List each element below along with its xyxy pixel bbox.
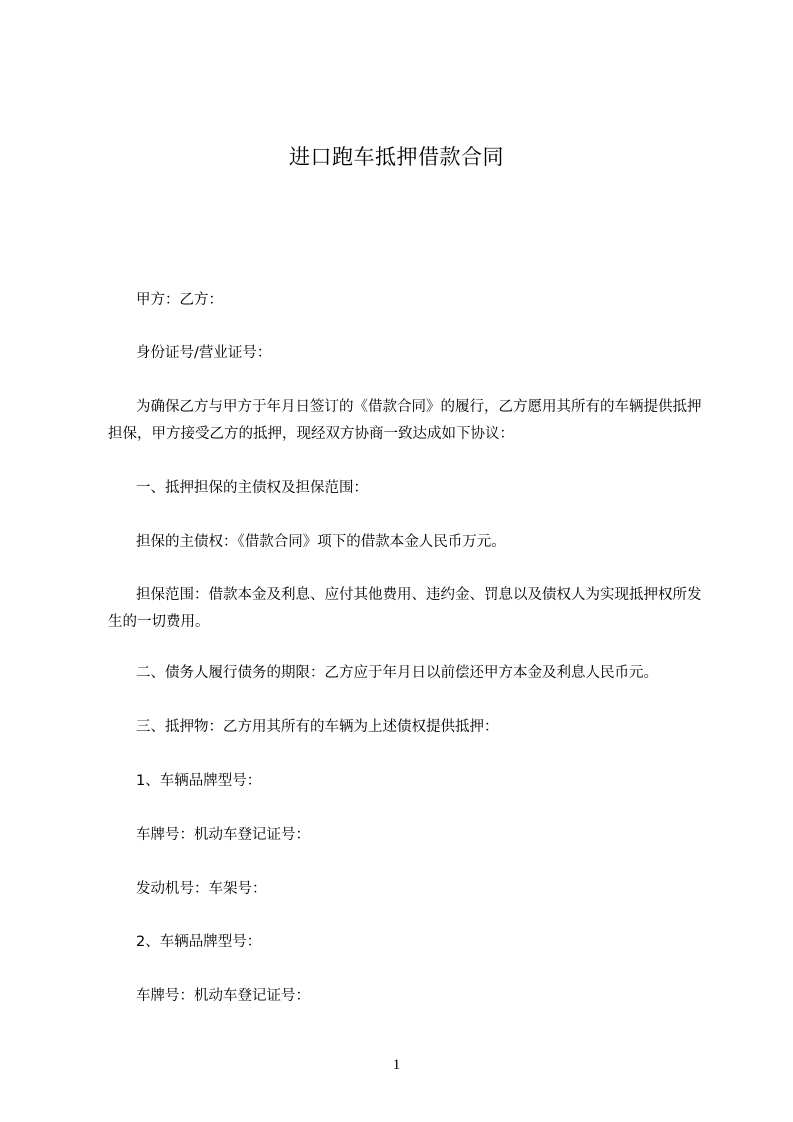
guarantee-scope-paragraph: 担保范围：借款本金及利息、应付其他费用、违约金、罚息以及债权人为实现抵押权所发生的一切费用。 <box>108 587 702 630</box>
section-2-paragraph: 二、债务人履行债务的期限：乙方应于年月日以前偿还甲方本金及利息人民币元。 <box>136 665 658 681</box>
vehicle-2-plate-line: 车牌号：机动车登记证号： <box>136 988 310 1004</box>
document-title: 进口跑车抵押借款合同 <box>289 145 504 169</box>
section-1-heading: 一、抵押担保的主债权及担保范围： <box>136 480 368 496</box>
vehicle-1-plate-line: 车牌号：机动车登记证号： <box>136 827 310 843</box>
id-number-line: 身份证号/营业证号： <box>136 345 272 361</box>
secured-claim-paragraph: 担保的主债权：《借款合同》项下的借款本金人民币万元。 <box>136 534 506 550</box>
party-line: 甲方：乙方： <box>136 292 223 308</box>
vehicle-1-model-line: 1、车辆品牌型号： <box>136 773 262 789</box>
preamble-paragraph: 为确保乙方与甲方于年月日签订的《借款合同》的履行，乙方愿用其所有的车辆提供抵押担保，甲方接受乙方的抵押，现经双方协商一致达成如下协议： <box>108 399 702 442</box>
section-3-paragraph: 三、抵押物：乙方用其所有的车辆为上述债权提供抵押： <box>136 719 499 735</box>
page-number: 1 <box>392 1057 401 1073</box>
vehicle-1-engine-line: 发动机号：车架号： <box>136 881 267 897</box>
vehicle-2-model-line: 2、车辆品牌型号： <box>136 934 262 950</box>
